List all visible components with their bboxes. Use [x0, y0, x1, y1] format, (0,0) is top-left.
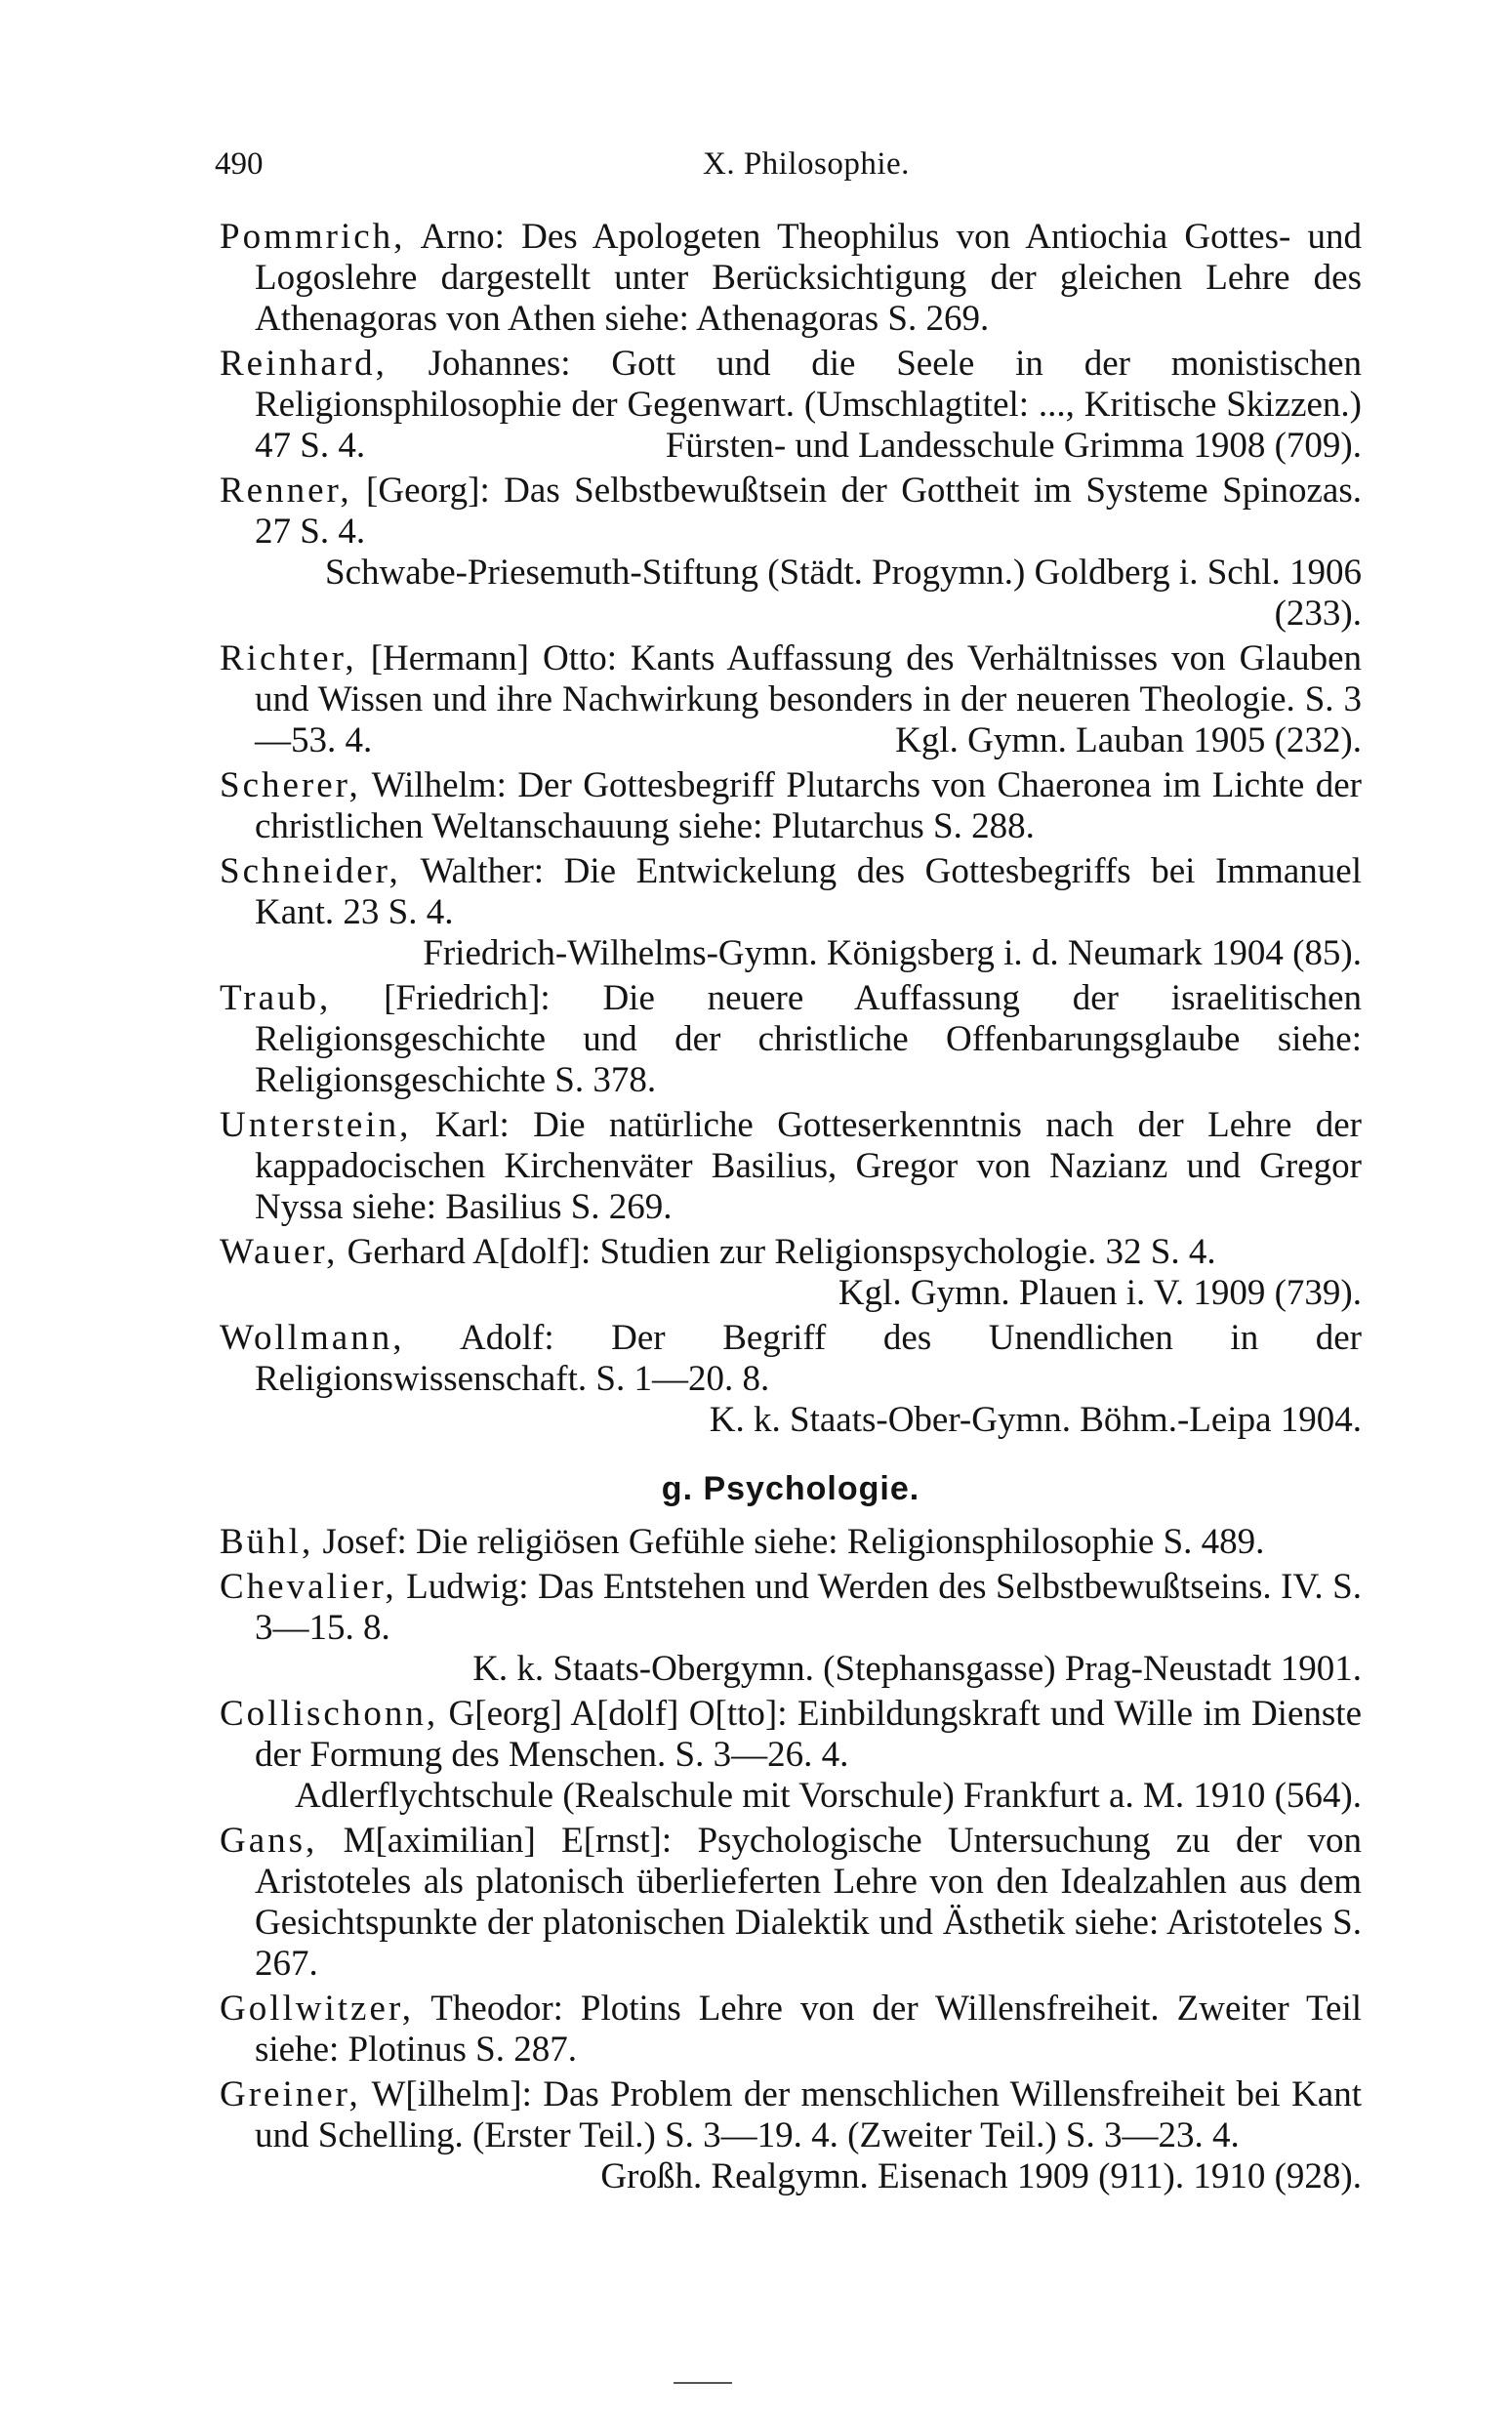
entry-author: Unterstein, — [220, 1105, 412, 1145]
bibliography-entry — [220, 1105, 1362, 1228]
entry-author: Renner, — [220, 471, 352, 511]
entry-text: Walther: Die Entwickelung des Gottesbegriffs bei Immanuel Kant. 23 S. 4. — [255, 851, 1362, 932]
entry-school: Schwabe-Priesemuth-Stiftung (Städt. Progymn.) Goldberg i. Schl. 1906 (233). — [325, 553, 1362, 634]
bibliography-entry — [220, 1694, 1362, 1817]
entry-author: Gans, — [220, 1821, 318, 1861]
bibliography-entry — [220, 1318, 1362, 1441]
footer-rule — [674, 2382, 732, 2384]
bibliography-entry — [220, 1522, 1362, 1563]
entry-author: Pommrich, — [220, 217, 406, 257]
entry-author: Wollmann, — [220, 1318, 405, 1358]
entry-author: Scherer, — [220, 765, 361, 805]
entry-author: Gollwitzer, — [220, 1989, 414, 2029]
page-number: 490 — [215, 146, 264, 182]
bibliography-entry — [220, 217, 1362, 340]
bibliography-entry — [220, 638, 1362, 761]
bibliography-entry — [220, 1989, 1362, 2071]
entry-text: W[ilhelm]: Das Problem der menschlichen Willensfreiheit bei Kant und Schelling. (Erster Teil.) S. 3—19. 4. (Zweiter Teil.) S. 3—23. 4. — [255, 2074, 1362, 2155]
entry-school: Friedrich-Wilhelms-Gymn. Königsberg i. d. Neumark 1904 (85). — [423, 933, 1362, 973]
bibliography-entry — [220, 851, 1362, 974]
entry-text: Theodor: Plotins Lehre von der Willensfreiheit. Zweiter Teil siehe: Plotinus S. 287. — [255, 1989, 1362, 2070]
entry-school: Kgl. Gymn. Lauban 1905 (232). — [895, 720, 1362, 760]
entry-text: Johannes: Gott und die Seele in der monistischen Religionsphilosophie der Gegenwart. (Umschlagtitel: ..., Kritische Skizzen.) 47 S. 4. — [255, 344, 1362, 466]
entry-author: Reinhard, — [220, 344, 388, 384]
entry-author: Bühl, — [220, 1522, 314, 1562]
entry-text: Karl: Die natürliche Gotteserkenntnis nach der Lehre der kappadocischen Kirchenväter Basilius, Gregor von Nazianz und Gregor Nyssa siehe: Basilius S. 269. — [255, 1105, 1362, 1227]
page-header — [215, 146, 1367, 195]
entry-author: Chevalier, — [220, 1567, 397, 1607]
entry-author: Schneider, — [220, 851, 401, 891]
entry-text: [Hermann] Otto: Kants Auffassung des Verhältnisses von Glauben und Wissen und ihre Nachwirkung besonders in der neueren Theologie. S. 3—53. 4. — [255, 638, 1362, 760]
entry-school: Fürsten- und Landesschule Grimma 1908 (709). — [665, 426, 1362, 466]
bibliography-entry — [220, 1821, 1362, 1985]
entry-text: G[eorg] A[dolf] O[tto]: Einbildungskraft und Wille im Dienste der Formung des Menschen. S. 3—26. 4. — [255, 1694, 1362, 1775]
bibliography-entry — [220, 1567, 1362, 1690]
bibliography-entry — [220, 471, 1362, 635]
entry-author: Traub, — [220, 978, 332, 1018]
entry-text: Josef: Die religiösen Gefühle siehe: Religionsphilosophie S. 489. — [313, 1522, 1265, 1562]
entry-author: Wauer, — [220, 1232, 339, 1272]
entry-school: Adlerflychtschule (Realschule mit Vorschule) Frankfurt a. M. 1910 (564). — [295, 1776, 1362, 1816]
entry-school: K. k. Staats-Obergymn. (Stephansgasse) Prag-Neustadt 1901. — [472, 1649, 1362, 1689]
bibliography-entry — [220, 2074, 1362, 2197]
entry-text: [Friedrich]: Die neuere Auffassung der israelitischen Religionsgeschichte und der christliche Offenbarungsglaube siehe: Religionsgeschichte S. 378. — [255, 978, 1362, 1100]
entry-school: K. k. Staats-Ober-Gymn. Böhm.-Leipa 1904. — [709, 1400, 1362, 1440]
entry-text: Wilhelm: Der Gottesbegriff Plutarchs von Chaeronea im Lichte der christlichen Weltanschauung siehe: Plutarchus S. 288. — [255, 765, 1362, 846]
section-heading: g. Psychologie. — [661, 1470, 920, 1507]
entry-author: Collischonn, — [220, 1694, 439, 1734]
bibliography-content — [220, 217, 1362, 2201]
entry-text: Gerhard A[dolf]: Studien zur Religionspsychologie. 32 S. 4. — [338, 1232, 1216, 1272]
entry-text: [Georg]: Das Selbstbewußtsein der Gottheit im Systeme Spinozas. 27 S. 4. — [255, 471, 1362, 552]
bibliography-entry — [220, 978, 1362, 1101]
entry-text: Ludwig: Das Entstehen und Werden des Selbstbewußtseins. IV. S. 3—15. 8. — [255, 1567, 1362, 1648]
entry-author: Richter, — [220, 638, 357, 678]
entry-text: Arno: Des Apologeten Theophilus von Antiochia Gottes- und Logoslehre dargestellt unter Berücksichtigung der gleichen Lehre des Athenagoras von Athen siehe: Athenagoras S. 269. — [255, 217, 1362, 339]
entry-school: Großh. Realgymn. Eisenach 1909 (911). 1910 (928). — [600, 2156, 1362, 2196]
bibliography-entry — [220, 765, 1362, 847]
running-title: X. Philosophie. — [703, 146, 910, 182]
entry-text: M[aximilian] E[rnst]: Psychologische Untersuchung zu der von Aristoteles als platonisch überlieferten Lehre von den Idealzahlen aus dem Gesichtspunkte der platonischen Dialektik und Ästhetik siehe: Aristoteles S. 267. — [255, 1821, 1362, 1984]
entry-text: Adolf: Der Begriff des Unendlichen in der Religionswissenschaft. S. 1—20. 8. — [255, 1318, 1362, 1399]
entry-author: Greiner, — [220, 2074, 361, 2114]
bibliography-entry — [220, 1232, 1362, 1314]
entry-school: Kgl. Gymn. Plauen i. V. 1909 (739). — [838, 1273, 1362, 1313]
bibliography-entry — [220, 344, 1362, 467]
